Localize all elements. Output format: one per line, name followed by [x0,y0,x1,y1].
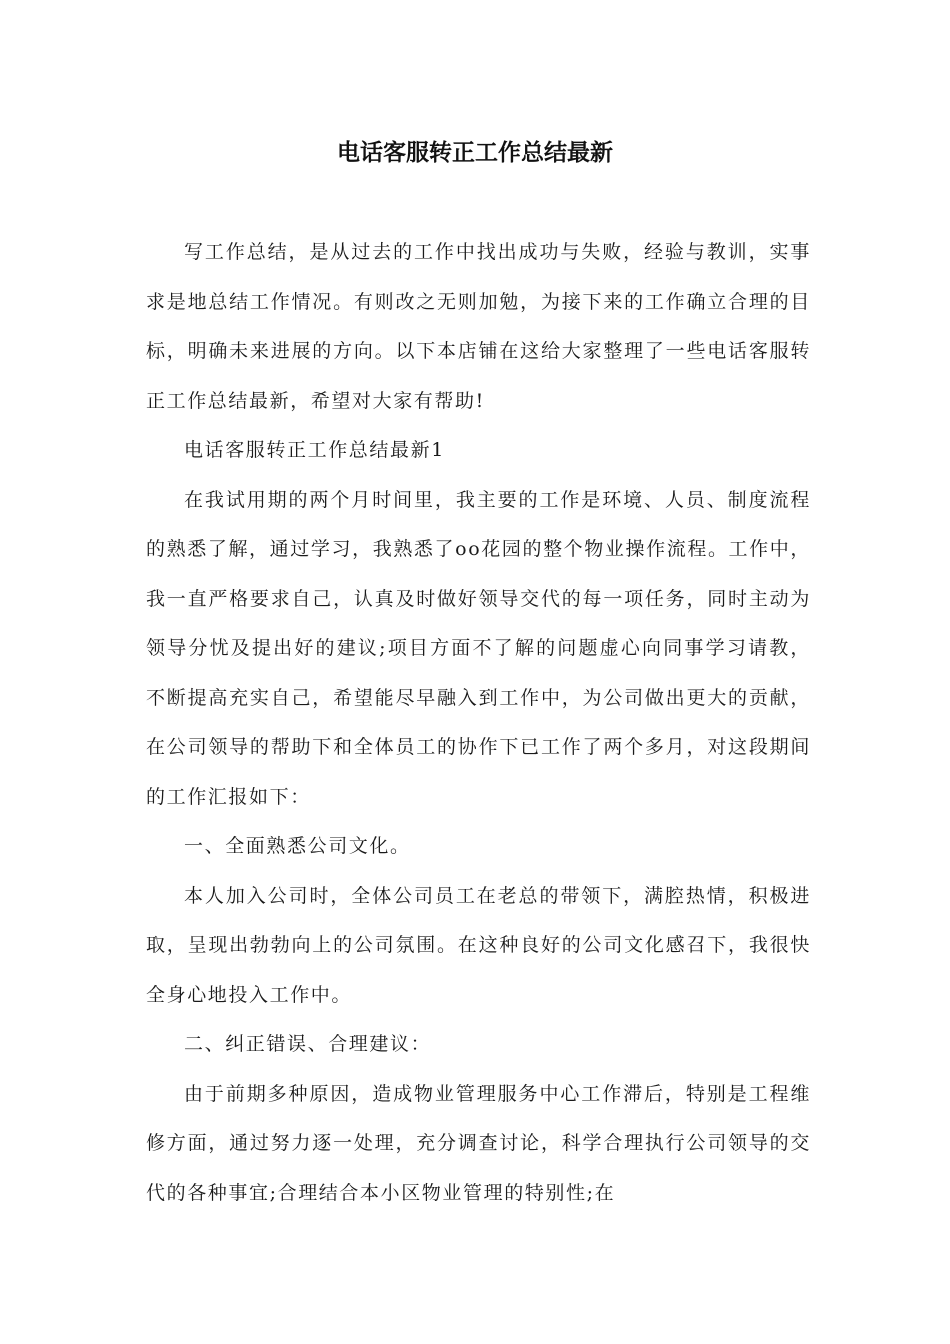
body-paragraph: 在我试用期的两个月时间里，我主要的工作是环境、人员、制度流程的熟悉了解，通过学习，我熟悉了oo花园的整个物业操作流程。工作中，我一直严格要求自己，认真及时做好领导交代的每一项任务，同时主动为领导分忧及提出好的建议;项目方面不了解的问题虚心向同事学习请教，不断提高充实自己，希望能尽早融入到工作中，为公司做出更大的贡献，在公司领导的帮助下和全体员工的协作下已工作了两个多月，对这段期间的工作汇报如下： [146,488,811,808]
body-paragraph: 本人加入公司时，全体公司员工在老总的带领下，满腔热情，积极进取，呈现出勃勃向上的公司氛围。在这种良好的公司文化感召下，我很快全身心地投入工作中。 [146,884,811,1006]
subsection-heading: 一、全面熟悉公司文化。 [184,835,411,857]
intro-paragraph: 写工作总结，是从过去的工作中找出成功与失败，经验与教训，实事求是地总结工作情况。有则改之无则加勉，为接下来的工作确立合理的目标，明确未来进展的方向。以下本店铺在这给大家整理了一些电话客服转正工作总结最新，希望对大家有帮助! [146,241,811,412]
body-paragraph: 由于前期多种原因，造成物业管理服务中心工作滞后，特别是工程维修方面，通过努力逐一处理，充分调查讨论，科学合理执行公司领导的交代的各种事宜;合理结合本小区物业管理的特别性;在 [146,1082,811,1204]
document-title: 电话客服转正工作总结最新 [337,139,613,166]
section-heading: 电话客服转正工作总结最新1 [184,439,445,461]
subsection-heading: 二、纠正错误、合理建议： [184,1033,432,1055]
document-body [146,228,811,1218]
